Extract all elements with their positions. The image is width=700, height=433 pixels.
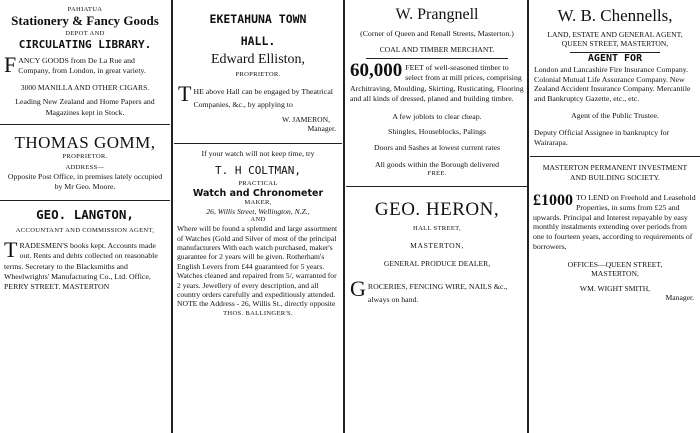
ad-heading: Watch and Chronometer — [192, 188, 324, 200]
ad-heading: Stationery & Fancy Goods — [11, 13, 159, 28]
ad-text: ANCY GOODS from De La Rue and Company, from London, in great variety. — [18, 56, 146, 76]
drop-cap: T — [4, 237, 18, 263]
ad-divider — [366, 58, 508, 59]
address-text: MASTERTON, — [410, 240, 464, 250]
proprietor-name: GEO. HERON, — [374, 198, 500, 220]
ad-subheading: LAND, ESTATE AND GENERAL AGENT, — [547, 30, 683, 39]
big-number: 60,000 — [350, 60, 403, 82]
ad-text: RADESMEN'S books kept. Accounts made out. Rents and debts collected on reasonable terms. Secretary to the Blacksmiths and Wheelwrights' Manufacturing Co., Ltd. Office, PERRY STREET. MASTERTON — [4, 241, 158, 292]
ad-line: FREE. — [427, 169, 447, 177]
column-rule — [343, 0, 345, 433]
address-label: ADDRESS— — [65, 163, 105, 171]
ad-heading: MASTERTON PERMANENT INVESTMENT AND BUILDING SOCIETY. — [542, 162, 688, 182]
ad-body — [178, 81, 338, 111]
ad-line: Shingles, Houseblocks, Palings — [388, 127, 486, 137]
ad-line: 3000 MANILLA AND OTHER CIGARS. — [20, 83, 150, 93]
ad-line: Doors and Sashes at lowest current rates — [373, 143, 500, 153]
ad-line: A few joblots to clear cheap. — [392, 112, 482, 122]
ad-heading: AGENT FOR — [587, 53, 643, 64]
column-3 — [346, 0, 528, 433]
address-text: OFFICES—QUEEN STREET, — [567, 259, 663, 269]
column-1 — [0, 0, 170, 433]
proprietor-name: GEO. LANGTON, — [36, 207, 134, 223]
ad-divider — [346, 186, 528, 187]
ad-subheading: DEPOT AND — [65, 30, 105, 37]
ad-town: PAHIATUA — [67, 6, 103, 13]
ad-subheading: PRACTICAL — [238, 180, 278, 188]
proprietor-name: T. H COLTMAN, — [214, 164, 302, 178]
proprietor-name: Edward Elliston, — [210, 52, 306, 67]
big-number: £1000 — [533, 191, 573, 209]
ad-text: ROCERIES, FENCING WIRE, NAILS &c., always on hand. — [367, 281, 508, 304]
ad-heading: COAL AND TIMBER MERCHANT. — [379, 45, 495, 55]
manager-title: Manager. — [665, 292, 694, 302]
ad-body — [4, 52, 166, 77]
address-text: MASTERTON, — [591, 268, 639, 278]
drop-cap: T — [178, 81, 192, 106]
address-text: 26, Willis Street, Wellington, N.Z., — [206, 207, 310, 217]
ad-body: Where will be found a splendid and large assortment of Watches (Gold and Silver of most of the principal manufacturers With each watch purchased, maker's guarantee for 2 years will be given. Rotherham's English Levers from £44 guaranteed for 5 years. Watches cleaned and repaired from 5/, warranted for 2 years. Jewellery of every description, and all country orders carefully and expeditiously attended. NOTE the Address - 26, Willis St., directly opposite — [177, 224, 338, 309]
ad-text: HE above Hall can be engaged by Theatrical Companies, &c., by applying to — [193, 87, 333, 109]
ad-body — [533, 193, 697, 252]
proprietor-name: W. B. Chennells, — [557, 6, 673, 25]
ad-subheading: PROPRIETOR. — [235, 71, 281, 78]
address-text: (Corner of Queen and Renall Streets, Masterton.) — [360, 29, 514, 38]
drop-cap: G — [350, 275, 366, 301]
ad-body: London and Lancashire Fire Insurance Company. Colonial Mutual Life Assurance Company. New Zealand Accident Insurance Company. Mercantile and Bankruptcy Gazette, etc., etc. — [534, 65, 691, 103]
column-4 — [530, 0, 700, 433]
ad-body — [350, 275, 524, 306]
ad-heading: CIRCULATING LIBRARY. — [18, 38, 152, 51]
ad-subheading: PROPRIETOR. — [62, 152, 108, 160]
ad-line: If your watch will not keep time, try — [201, 149, 315, 158]
ad-line: Leading New Zealand and Home Papers and Magazines kept in Stock. — [15, 97, 155, 117]
ad-subheading: AND — [250, 216, 266, 224]
ad-heading: EKETAHUNA TOWN — [209, 12, 307, 26]
drop-cap: F — [4, 52, 17, 77]
manager-name: WM. WIGHT SMITH, — [579, 283, 651, 293]
ad-line: Agent of the Public Trustee. — [571, 111, 659, 121]
address-text: Opposite Post Office, in premises lately occupied by Mr Geo. Moore. — [7, 171, 163, 192]
ad-divider — [174, 143, 342, 144]
ad-subheading: ACCOUNTANT AND COMMISSION AGENT, — [15, 227, 155, 235]
ad-subheading: MAKER, — [244, 199, 272, 207]
ad-divider — [0, 124, 170, 125]
ad-divider — [530, 156, 700, 157]
ad-line: Deputy Official Assignee in bankruptcy for Wairarapa. — [534, 127, 670, 147]
ad-body — [4, 237, 166, 292]
ad-heading: HALL. — [240, 34, 276, 48]
manager-name: W. JAMERON, — [281, 115, 330, 124]
manager-title: Manager. — [307, 124, 336, 133]
address-text: HALL STREET, — [413, 224, 461, 232]
ad-line: THOS. BALLINGER'S. — [223, 309, 293, 317]
ad-heading: GENERAL PRODUCE DEALER, — [383, 258, 491, 268]
proprietor-name: THOMAS GOMM, — [14, 132, 156, 152]
column-2 — [174, 0, 342, 433]
ad-text: FEET of well-seasoned timber to select from at mill prices, comprising Architraving, Moulding, Skirting, Rusticating, Flooring and all kinds of dressed, planed and building timbre. — [350, 63, 524, 103]
column-rule — [171, 0, 173, 433]
ad-divider — [0, 200, 170, 201]
ad-text: TO LEND on Freehold and Leasehold Properties, in sums from £25 and upwards. Principal and Interest repayable by easy monthly instalments extending over periods from one to fourteen years, according to requirements of borrowers, — [533, 192, 696, 251]
ad-line: All goods within the Borough delivered — [374, 159, 500, 169]
address-text: QUEEN STREET, MASTERTON, — [561, 39, 669, 48]
proprietor-name: W. Prangnell — [395, 6, 479, 23]
ad-body — [350, 60, 524, 104]
